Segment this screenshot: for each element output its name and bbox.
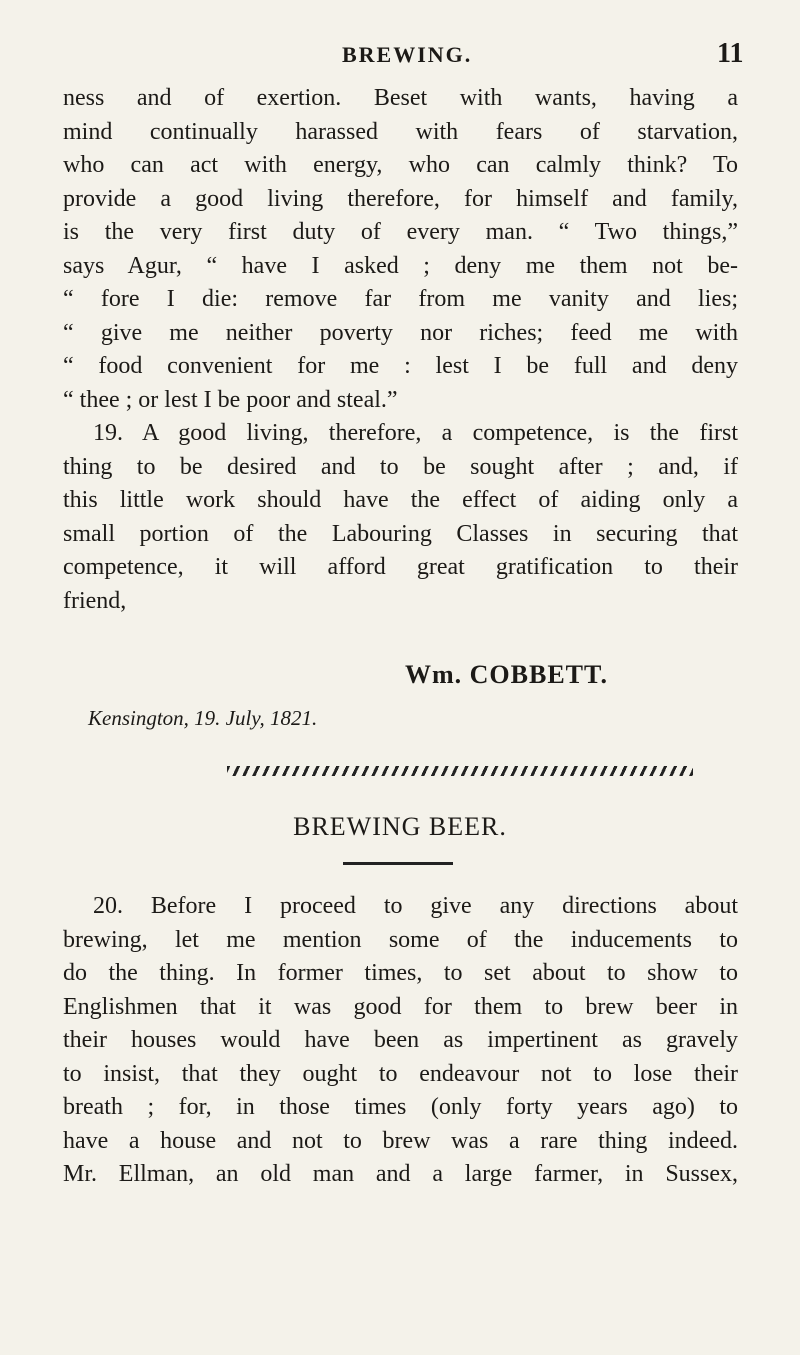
text-line: small portion of the Labouring Classes in securing that [63, 520, 738, 547]
signature: Wm. COBBETT. [405, 660, 608, 689]
running-head: BREWING. [342, 42, 473, 67]
text-line: “ thee ; or lest I be poor and steal.” [63, 386, 398, 413]
dateline-date: 19. July, 1821. [194, 706, 318, 730]
text-line: Mr. Ellman, an old man and a large farmer, in Sussex, [63, 1161, 738, 1187]
page-number: 11 [717, 38, 744, 69]
dateline-place: Kensington, [88, 706, 189, 730]
text-line: breath ; for, in those times (only forty years ago) to [63, 1094, 738, 1120]
page-header [0, 38, 800, 82]
text-line: “ give me neither poverty nor riches; feed me with [63, 319, 738, 346]
text-line: 19. A good living, therefore, a competence, is the first [93, 420, 738, 446]
text-line: have a house and not to brew was a rare thing indeed. [63, 1127, 738, 1154]
section-title: BREWING BEER. [293, 812, 507, 841]
text-line: Englishmen that it was good for them to brew beer in [63, 993, 738, 1020]
passage-two [63, 890, 738, 1192]
title-rule [343, 862, 453, 865]
dateline [88, 706, 317, 731]
text-line: “ fore I die: remove far from me vanity and lies; [63, 286, 738, 312]
text-line: thing to be desired and to be sought after ; and, if [63, 453, 738, 480]
text-line: says Agur, “ have I asked ; deny me them not be- [63, 252, 738, 279]
text-line: their houses would have been as impertinent as gravely [63, 1027, 738, 1053]
passage-one [63, 82, 738, 618]
text-line: “ food convenient for me : lest I be full and deny [63, 353, 738, 379]
text-line: mind continually harassed with fears of starvation, [63, 118, 738, 145]
text-line: brewing, let me mention some of the inducements to [63, 926, 738, 953]
text-line: competence, it will afford great gratification to their [63, 554, 738, 580]
text-line: 20. Before I proceed to give any directions about [93, 893, 738, 919]
text-line: friend, [63, 587, 127, 614]
text-line: this little work should have the effect of aiding only a [63, 487, 738, 513]
text-line: provide a good living therefore, for himself and family, [63, 185, 738, 212]
text-line: ness and of exertion. Beset with wants, having a [63, 85, 738, 111]
text-line: who can act with energy, who can calmly think? To [63, 152, 738, 178]
ornamental-divider [227, 766, 693, 776]
text-line: is the very first duty of every man. “ Two things,” [63, 219, 738, 245]
text-line: do the thing. In former times, to set about to show to [63, 960, 738, 986]
text-line: to insist, that they ought to endeavour not to lose their [63, 1060, 738, 1087]
